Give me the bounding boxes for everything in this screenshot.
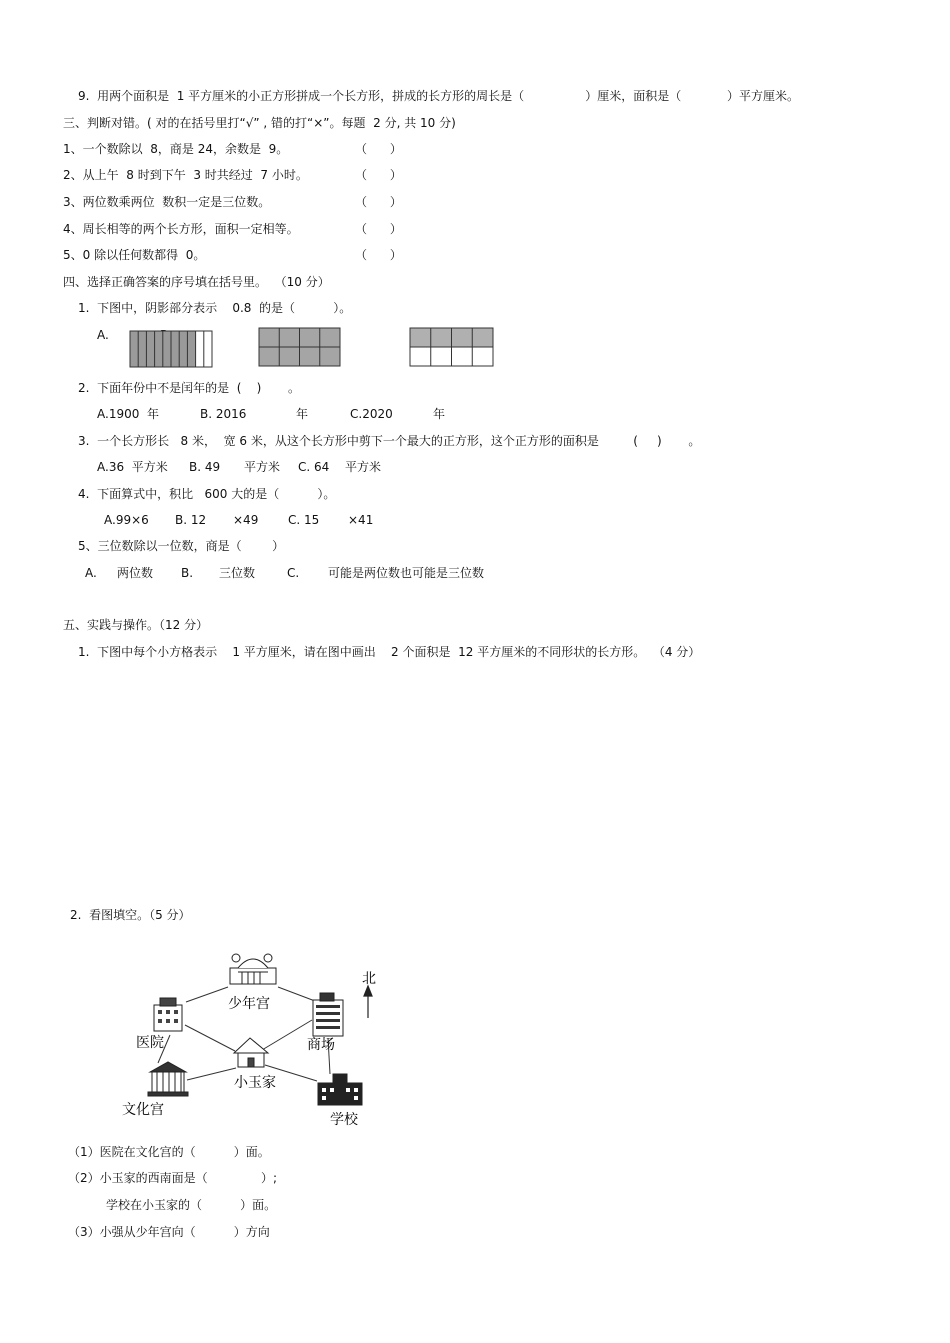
choice-q2-opt-b: B. 2016 <box>200 407 247 421</box>
choice-q5-opt-a: A. <box>85 566 97 580</box>
school-icon <box>318 1074 362 1105</box>
place-school: 学校 <box>330 1112 358 1128</box>
choice-q3-opt-c-unit: 平方米 <box>345 460 382 474</box>
house-icon <box>234 1038 268 1067</box>
choice-q2-opt-c: C.2020 <box>350 407 393 421</box>
choice-q4-opt-a: A.99×6 <box>104 513 149 527</box>
north-arrow-icon <box>364 986 372 1018</box>
choice-q5-opt-b-text: 三位数 <box>219 566 256 580</box>
choice-q3-opt-b: B. 49 <box>189 460 221 474</box>
judge-item-5: 5、0 除以任何数都得 0。 <box>63 248 206 262</box>
choice-q3-opt-c: C. 64 <box>298 460 330 474</box>
place-xiaoyu-home: 小玉家 <box>234 1075 276 1091</box>
choice-q2-opt-c-unit: 年 <box>433 407 446 421</box>
choice-q3-opt-b-unit: 平方米 <box>244 460 281 474</box>
place-mall: 商场 <box>307 1037 335 1053</box>
choice-q1: 1. 下图中，阴影部分表示 0.8 的是（ ）。 <box>78 301 352 315</box>
choice-q2: 2. 下面年份中不是闰年的是 ( ) 。 <box>78 381 301 395</box>
place-culture-palace: 文化宫 <box>122 1102 164 1118</box>
choice-q2-opt-b-unit: 年 <box>296 407 309 421</box>
judge-paren-2[interactable]: （ ） <box>355 168 402 182</box>
section-5-title: 五、实践与操作。（12 分） <box>63 618 209 632</box>
choice-q5-opt-c-text: 可能是两位数也可能是三位数 <box>328 566 485 580</box>
place-hospital: 医院 <box>136 1035 164 1051</box>
judge-item-2: 2、从上午 8 时到下午 3 时共经过 7 小时。 <box>63 168 308 182</box>
section-3-title: 三、判断对错。( 对的在括号里打“√” , 错的打“×”。每题 2 分, 共 10 分) <box>63 116 456 130</box>
choice-q1-label-a: A. <box>97 328 109 342</box>
youth-palace-icon <box>230 954 276 984</box>
choice-q2-opt-a: A.1900 年 <box>97 407 159 421</box>
map-question-1: （1）医院在文化宫的（ ）面。 <box>68 1145 270 1159</box>
choice-q3-opt-a: A.36 平方米 <box>97 460 168 474</box>
judge-item-3: 3、两位数乘两位 数积一定是三位数。 <box>63 195 271 209</box>
choice-q5-opt-a-text: 两位数 <box>117 566 154 580</box>
judge-item-1: 1、一个数除以 8，商是 24，余数是 9。 <box>63 142 289 156</box>
north-label: 北 <box>362 971 376 987</box>
place-youth-palace: 少年宫 <box>228 996 270 1012</box>
choice-q4-opt-c-rest: ×41 <box>348 513 374 527</box>
map-question-2: （2）小玉家的西南面是（ ）; <box>68 1171 278 1185</box>
choice-q5-opt-b: B. <box>181 566 194 580</box>
practice-q2: 2. 看图填空。（5 分） <box>70 908 191 922</box>
judge-item-4: 4、周长相等的两个长方形，面积一定相等。 <box>63 222 299 236</box>
figure-c-grid <box>410 328 496 368</box>
choice-q4-opt-b: B. 12 <box>175 513 207 527</box>
hospital-icon <box>154 998 182 1031</box>
choice-q4-opt-c: C. 15 <box>288 513 320 527</box>
choice-q5-opt-c: C. <box>287 566 300 580</box>
figure-b-grid <box>259 328 343 368</box>
practice-q1: 1. 下图中每个小方格表示 1 平方厘米，请在图中画出 2 个面积是 12 平方厘米的不同形状的长方形。 （4 分） <box>78 645 701 659</box>
choice-q3: 3. 一个长方形长 8 米， 宽 6 米，从这个长方形中剪下一个最大的正方形，这个正方形的面积是 ( ) 。 <box>78 434 701 448</box>
judge-paren-5[interactable]: （ ） <box>355 248 402 262</box>
culture-palace-icon <box>148 1062 188 1096</box>
choice-q4-opt-b-rest: ×49 <box>233 513 259 527</box>
section-4-title: 四、选择正确答案的序号填在括号里。 （10 分） <box>63 275 330 289</box>
choice-q5: 5、三位数除以一位数，商是（ ） <box>78 539 285 553</box>
choice-q4: 4. 下面算式中，积比 600 大的是（ ）。 <box>78 487 336 501</box>
judge-paren-4[interactable]: （ ） <box>355 222 402 236</box>
mall-icon <box>313 993 343 1036</box>
map-question-3: （3）小强从少年宫向（ ）方向 <box>68 1225 270 1239</box>
judge-paren-1[interactable]: （ ） <box>355 142 402 156</box>
map-question-2b: 学校在小玉家的（ ）面。 <box>106 1198 277 1212</box>
question-9: 9. 用两个面积是 1 平方厘米的小正方形拼成一个长方形，拼成的长方形的周长是（ ）厘米，面积是（ ）平方厘米。 <box>78 89 799 103</box>
figure-a-strips <box>130 331 214 367</box>
direction-map <box>110 950 400 1135</box>
judge-paren-3[interactable]: （ ） <box>355 195 402 209</box>
